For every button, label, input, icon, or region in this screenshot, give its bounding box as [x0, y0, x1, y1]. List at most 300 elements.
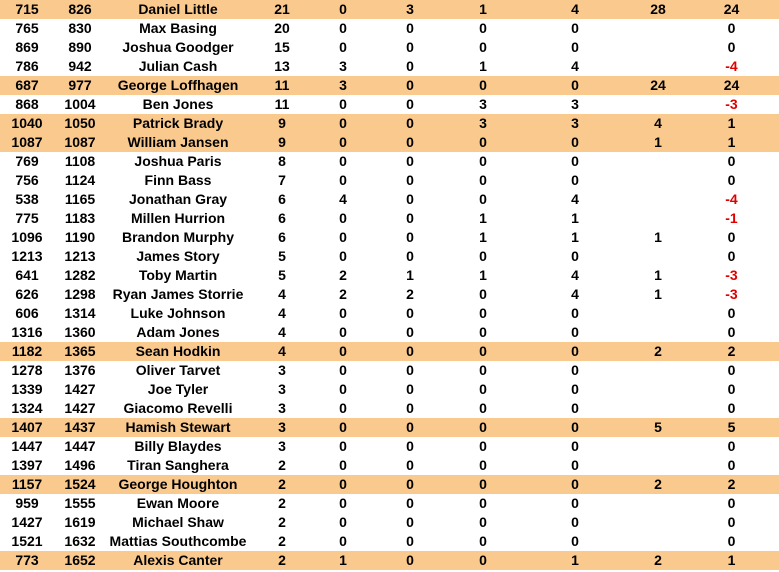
cell-col-1: 0 — [339, 20, 347, 36]
cell-col-1: 0 — [339, 229, 347, 245]
cell-rank-previous: 1182 — [0, 342, 54, 361]
cell-col-2: 0 — [406, 153, 414, 169]
cell-difference: 2 — [684, 475, 779, 494]
cell-rank-current: 826 — [54, 0, 106, 19]
cell-col-1: 2 — [339, 286, 347, 302]
cell-points: 11 — [274, 96, 290, 112]
cell-difference: -3 — [725, 96, 738, 112]
cell-rank-previous: 769 — [15, 153, 39, 169]
cell-rank-current: 1447 — [64, 438, 96, 454]
cell-difference: 1 — [684, 133, 779, 152]
cell-points: 3 — [278, 381, 286, 397]
cell-col-1: 0 — [339, 210, 347, 226]
cell-col-4: 0 — [571, 172, 579, 188]
cell-player-name: Jonathan Gray — [128, 191, 228, 207]
cell-col-4: 3 — [518, 114, 632, 133]
cell-col-2: 0 — [406, 305, 414, 321]
cell-difference: -3 — [725, 267, 738, 283]
cell-col-1: 3 — [339, 58, 347, 74]
cell-col-4: 0 — [518, 133, 632, 152]
cell-points: 6 — [278, 210, 286, 226]
cell-player-name: Alexis Canter — [106, 551, 250, 570]
cell-difference: 0 — [727, 229, 736, 245]
cell-difference: 0 — [727, 457, 736, 473]
cell-col-4: 0 — [571, 438, 579, 454]
cell-col-3: 1 — [479, 58, 487, 74]
cell-col-5 — [632, 456, 684, 475]
cell-col-5 — [632, 209, 684, 228]
cell-rank-previous: 1316 — [11, 324, 43, 340]
cell-col-2: 0 — [406, 514, 414, 530]
cell-difference: 24 — [684, 0, 779, 19]
cell-col-3: 1 — [479, 229, 487, 245]
cell-col-4: 1 — [518, 551, 632, 570]
table-row — [0, 133, 779, 152]
cell-points: 5 — [278, 267, 286, 283]
cell-rank-previous: 538 — [15, 191, 39, 207]
cell-difference: 0 — [727, 514, 736, 530]
cell-col-3: 0 — [448, 418, 518, 437]
cell-col-1: 0 — [339, 457, 347, 473]
cell-col-3: 0 — [479, 400, 487, 416]
cell-player-name: Michael Shaw — [132, 514, 224, 530]
cell-points: 2 — [278, 533, 286, 549]
cell-col-4: 0 — [571, 457, 579, 473]
cell-col-4: 0 — [571, 400, 579, 416]
cell-points: 4 — [278, 324, 286, 340]
cell-col-3: 0 — [479, 438, 487, 454]
cell-col-3: 0 — [479, 172, 487, 188]
cell-col-1: 0 — [339, 305, 347, 321]
cell-col-5 — [632, 57, 684, 76]
cell-col-4: 4 — [571, 58, 579, 74]
cell-col-3: 0 — [479, 457, 487, 473]
cell-col-5: 1 — [632, 133, 684, 152]
cell-points: 2 — [278, 457, 286, 473]
cell-col-2: 0 — [372, 342, 448, 361]
cell-rank-previous: 773 — [0, 551, 54, 570]
cell-col-3: 0 — [479, 514, 487, 530]
cell-rank-current: 1555 — [64, 495, 96, 511]
table-row — [0, 551, 779, 570]
cell-difference: 0 — [727, 153, 736, 169]
cell-col-4: 0 — [518, 418, 632, 437]
cell-col-2: 0 — [406, 210, 414, 226]
cell-col-3: 0 — [479, 20, 487, 36]
cell-col-2: 0 — [372, 114, 448, 133]
cell-col-4: 1 — [571, 229, 579, 245]
cell-rank-previous: 1213 — [11, 248, 43, 264]
cell-col-2: 0 — [406, 229, 414, 245]
cell-col-2: 0 — [372, 133, 448, 152]
table-row — [0, 323, 779, 342]
cell-col-1: 0 — [339, 172, 347, 188]
cell-col-4: 0 — [518, 76, 632, 95]
cell-col-2: 0 — [406, 191, 414, 207]
cell-col-3: 0 — [448, 551, 518, 570]
cell-col-1: 0 — [314, 342, 372, 361]
cell-col-4: 4 — [571, 267, 579, 283]
cell-player-name: Daniel Little — [106, 0, 250, 19]
cell-col-5 — [632, 152, 684, 171]
cell-difference: -4 — [725, 191, 738, 207]
cell-col-2: 0 — [372, 475, 448, 494]
table-row — [0, 380, 779, 399]
cell-points: 9 — [250, 133, 314, 152]
cell-col-2: 0 — [406, 533, 414, 549]
cell-rank-previous: 1096 — [11, 229, 43, 245]
table-row — [0, 475, 779, 494]
table-row — [0, 304, 779, 323]
cell-col-2: 0 — [406, 172, 414, 188]
cell-col-3: 0 — [448, 133, 518, 152]
cell-rank-previous: 715 — [0, 0, 54, 19]
cell-col-4: 0 — [571, 153, 579, 169]
cell-rank-previous: 1040 — [0, 114, 54, 133]
cell-rank-previous: 765 — [15, 20, 39, 36]
cell-rank-previous: 1397 — [11, 457, 43, 473]
table-row — [0, 95, 779, 114]
cell-col-3: 0 — [479, 362, 487, 378]
cell-points: 8 — [278, 153, 286, 169]
cell-col-5 — [632, 171, 684, 190]
cell-player-name: Giacomo Revelli — [123, 400, 233, 416]
cell-rank-previous: 1407 — [0, 418, 54, 437]
cell-col-4: 4 — [571, 286, 579, 302]
cell-difference: -3 — [725, 286, 738, 302]
cell-player-name: Hamish Stewart — [106, 418, 250, 437]
cell-col-1: 0 — [339, 96, 347, 112]
cell-player-name: Joshua Goodger — [122, 39, 234, 55]
cell-col-4: 1 — [571, 210, 579, 226]
cell-rank-previous: 786 — [15, 58, 39, 74]
cell-difference: 0 — [727, 438, 736, 454]
cell-col-3: 0 — [448, 342, 518, 361]
cell-col-5 — [632, 38, 684, 57]
cell-rank-previous: 868 — [15, 96, 39, 112]
cell-difference: 0 — [727, 39, 736, 55]
cell-player-name: Luke Johnson — [130, 305, 226, 321]
cell-difference: 0 — [727, 400, 736, 416]
cell-rank-previous: 869 — [15, 39, 39, 55]
cell-points: 4 — [278, 286, 286, 302]
cell-col-1: 0 — [314, 133, 372, 152]
cell-col-4: 3 — [571, 96, 579, 112]
cell-player-name: Ewan Moore — [136, 495, 220, 511]
cell-col-5: 2 — [632, 551, 684, 570]
cell-rank-previous: 1087 — [0, 133, 54, 152]
cell-rank-current: 1050 — [54, 114, 106, 133]
table-row — [0, 342, 779, 361]
cell-difference: 1 — [684, 114, 779, 133]
table-row — [0, 532, 779, 551]
cell-col-1: 1 — [314, 551, 372, 570]
cell-difference: 0 — [727, 533, 736, 549]
cell-col-3: 0 — [479, 286, 487, 302]
cell-col-1: 0 — [339, 514, 347, 530]
table-row — [0, 114, 779, 133]
cell-col-3: 0 — [448, 76, 518, 95]
cell-col-3: 0 — [479, 153, 487, 169]
cell-col-2: 0 — [406, 381, 414, 397]
cell-rank-previous: 641 — [15, 267, 39, 283]
cell-rank-previous: 626 — [15, 286, 39, 302]
cell-col-4: 0 — [571, 39, 579, 55]
cell-difference: 0 — [727, 362, 736, 378]
cell-col-2: 0 — [406, 400, 414, 416]
cell-col-4: 0 — [571, 248, 579, 264]
cell-points: 2 — [250, 475, 314, 494]
cell-rank-current: 1365 — [54, 342, 106, 361]
cell-col-5: 5 — [632, 418, 684, 437]
cell-rank-previous: 1427 — [11, 514, 43, 530]
cell-col-5 — [632, 494, 684, 513]
cell-difference: 0 — [727, 324, 736, 340]
cell-difference: 0 — [727, 20, 736, 36]
cell-col-5 — [632, 95, 684, 114]
cell-rank-current: 1282 — [64, 267, 96, 283]
cell-difference: 2 — [684, 342, 779, 361]
cell-col-5 — [632, 19, 684, 38]
cell-rank-previous: 775 — [15, 210, 39, 226]
cell-player-name: Ryan James Storrie — [112, 286, 244, 302]
cell-player-name: Mattias Southcombe — [109, 533, 247, 549]
cell-col-2: 0 — [372, 551, 448, 570]
cell-col-3: 0 — [448, 475, 518, 494]
cell-rank-current: 890 — [68, 39, 92, 55]
cell-rank-current: 1087 — [54, 133, 106, 152]
cell-points: 11 — [250, 76, 314, 95]
cell-player-name: George Houghton — [106, 475, 250, 494]
cell-points: 20 — [274, 20, 290, 36]
cell-points: 2 — [278, 495, 286, 511]
cell-player-name: Billy Blaydes — [134, 438, 222, 454]
cell-col-3: 3 — [448, 114, 518, 133]
table-row — [0, 209, 779, 228]
cell-col-3: 0 — [479, 324, 487, 340]
cell-points: 7 — [278, 172, 286, 188]
cell-points: 2 — [250, 551, 314, 570]
cell-col-5 — [632, 361, 684, 380]
cell-rank-previous: 606 — [15, 305, 39, 321]
cell-rank-current: 1190 — [64, 229, 96, 245]
cell-col-1: 2 — [339, 267, 347, 283]
cell-rank-current: 1437 — [54, 418, 106, 437]
cell-player-name: James Story — [136, 248, 220, 264]
cell-player-name: Millen Hurrion — [130, 210, 226, 226]
cell-col-2: 0 — [406, 20, 414, 36]
cell-col-1: 0 — [314, 475, 372, 494]
cell-difference: 1 — [684, 551, 779, 570]
cell-rank-current: 1298 — [64, 286, 96, 302]
cell-points: 3 — [278, 438, 286, 454]
table-row — [0, 285, 779, 304]
cell-col-3: 1 — [479, 210, 487, 226]
cell-col-4: 0 — [571, 305, 579, 321]
cell-points: 9 — [250, 114, 314, 133]
cell-col-5 — [632, 380, 684, 399]
cell-col-2: 2 — [406, 286, 414, 302]
cell-rank-current: 1652 — [54, 551, 106, 570]
cell-col-5 — [632, 399, 684, 418]
cell-col-2: 0 — [406, 438, 414, 454]
cell-col-4: 4 — [518, 0, 632, 19]
cell-col-5: 28 — [632, 0, 684, 19]
cell-player-name: Julian Cash — [138, 58, 218, 74]
cell-col-5 — [632, 323, 684, 342]
cell-rank-current: 977 — [54, 76, 106, 95]
cell-points: 21 — [250, 0, 314, 19]
cell-col-3: 1 — [479, 267, 487, 283]
cell-col-2: 0 — [406, 362, 414, 378]
cell-col-4: 0 — [518, 342, 632, 361]
cell-col-3: 1 — [448, 0, 518, 19]
cell-rank-current: 1376 — [64, 362, 96, 378]
cell-col-1: 0 — [314, 114, 372, 133]
cell-rank-previous: 1157 — [0, 475, 54, 494]
cell-col-5 — [632, 190, 684, 209]
table-row — [0, 19, 779, 38]
table-row — [0, 228, 779, 247]
cell-player-name: Joshua Paris — [134, 153, 222, 169]
cell-rank-current: 830 — [68, 20, 92, 36]
cell-col-1: 0 — [339, 381, 347, 397]
cell-col-5: 24 — [632, 76, 684, 95]
table-row — [0, 247, 779, 266]
cell-col-4: 0 — [518, 475, 632, 494]
cell-col-1: 0 — [314, 0, 372, 19]
table-row — [0, 418, 779, 437]
cell-difference: -1 — [725, 210, 738, 226]
cell-difference: 0 — [727, 172, 736, 188]
cell-col-1: 0 — [314, 418, 372, 437]
cell-col-2: 0 — [406, 248, 414, 264]
cell-col-1: 0 — [339, 400, 347, 416]
cell-col-5: 1 — [654, 229, 662, 245]
cell-col-3: 0 — [479, 533, 487, 549]
cell-col-2: 0 — [406, 457, 414, 473]
cell-points: 15 — [274, 39, 290, 55]
table-row — [0, 399, 779, 418]
cell-col-5: 4 — [632, 114, 684, 133]
table-row — [0, 494, 779, 513]
cell-difference: 0 — [727, 248, 736, 264]
cell-col-2: 0 — [406, 39, 414, 55]
table-row — [0, 437, 779, 456]
cell-rank-current: 1619 — [64, 514, 96, 530]
cell-rank-previous: 1339 — [11, 381, 43, 397]
cell-col-4: 4 — [571, 191, 579, 207]
cell-col-5 — [632, 513, 684, 532]
cell-points: 4 — [250, 342, 314, 361]
table-row — [0, 38, 779, 57]
cell-col-1: 0 — [339, 533, 347, 549]
cell-player-name: George Loffhagen — [106, 76, 250, 95]
cell-col-4: 0 — [571, 533, 579, 549]
cell-points: 6 — [278, 229, 286, 245]
cell-col-4: 0 — [571, 381, 579, 397]
cell-col-4: 0 — [571, 324, 579, 340]
cell-player-name: Joe Tyler — [147, 381, 209, 397]
cell-col-3: 0 — [479, 191, 487, 207]
cell-col-5: 2 — [632, 475, 684, 494]
table-row — [0, 171, 779, 190]
cell-col-4: 0 — [571, 495, 579, 511]
cell-col-1: 0 — [339, 324, 347, 340]
cell-rank-current: 1314 — [64, 305, 96, 321]
cell-col-1: 0 — [339, 362, 347, 378]
cell-player-name: Finn Bass — [144, 172, 212, 188]
table-row — [0, 513, 779, 532]
cell-rank-current: 1524 — [54, 475, 106, 494]
cell-col-4: 0 — [571, 20, 579, 36]
cell-difference: 0 — [727, 495, 736, 511]
cell-col-3: 0 — [479, 381, 487, 397]
cell-player-name: Toby Martin — [138, 267, 218, 283]
cell-col-1: 0 — [339, 153, 347, 169]
cell-rank-current: 1213 — [64, 248, 96, 264]
cell-difference: 0 — [727, 305, 736, 321]
cell-rank-previous: 687 — [0, 76, 54, 95]
cell-col-1: 4 — [339, 191, 347, 207]
table-row — [0, 361, 779, 380]
cell-points: 2 — [278, 514, 286, 530]
cell-points: 13 — [274, 58, 290, 74]
table-row — [0, 190, 779, 209]
cell-rank-current: 1183 — [64, 210, 96, 226]
cell-player-name: Adam Jones — [136, 324, 220, 340]
table-row — [0, 152, 779, 171]
cell-col-2: 0 — [406, 96, 414, 112]
cell-player-name: Brandon Murphy — [122, 229, 234, 245]
cell-col-1: 0 — [339, 495, 347, 511]
cell-col-1: 3 — [314, 76, 372, 95]
cell-rank-current: 942 — [68, 58, 92, 74]
cell-points: 4 — [278, 305, 286, 321]
cell-col-2: 1 — [406, 267, 414, 283]
cell-col-2: 0 — [406, 495, 414, 511]
cell-col-5 — [632, 304, 684, 323]
cell-difference: 24 — [684, 76, 779, 95]
cell-player-name: Max Basing — [139, 20, 217, 36]
cell-difference: 0 — [727, 381, 736, 397]
table-row — [0, 57, 779, 76]
cell-col-2: 0 — [406, 58, 414, 74]
cell-player-name: Patrick Brady — [106, 114, 250, 133]
cell-difference: -4 — [725, 58, 738, 74]
cell-rank-current: 1165 — [64, 191, 96, 207]
cell-rank-current: 1360 — [64, 324, 96, 340]
cell-rank-current: 1427 — [64, 400, 96, 416]
cell-col-3: 0 — [479, 495, 487, 511]
cell-col-5 — [632, 532, 684, 551]
table-row — [0, 266, 779, 285]
cell-points: 3 — [250, 418, 314, 437]
cell-col-3: 3 — [479, 96, 487, 112]
cell-col-2: 0 — [372, 76, 448, 95]
cell-rank-current: 1632 — [64, 533, 96, 549]
cell-player-name: Tiran Sanghera — [127, 457, 229, 473]
cell-col-2: 0 — [406, 324, 414, 340]
cell-col-1: 0 — [339, 39, 347, 55]
cell-rank-current: 1427 — [64, 381, 96, 397]
cell-col-2: 0 — [372, 418, 448, 437]
cell-col-4: 0 — [571, 362, 579, 378]
cell-rank-current: 1004 — [64, 96, 96, 112]
cell-rank-previous: 1447 — [11, 438, 43, 454]
cell-col-3: 0 — [479, 248, 487, 264]
cell-col-3: 0 — [479, 39, 487, 55]
